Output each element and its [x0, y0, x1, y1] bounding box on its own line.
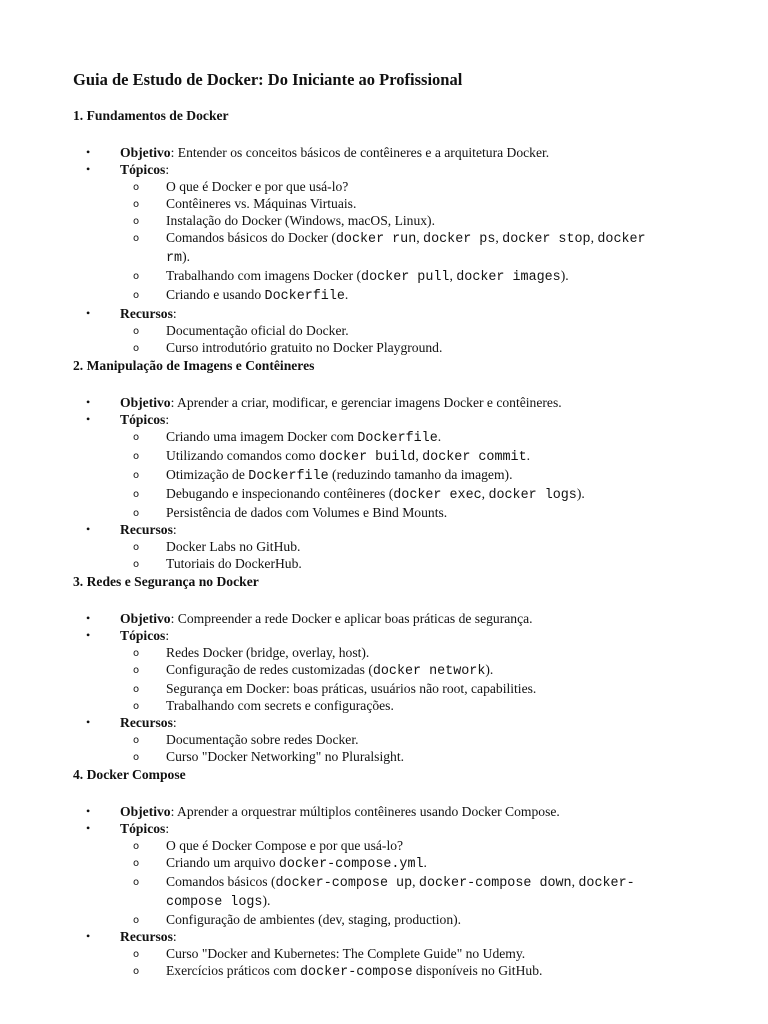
circle-bullet: o — [133, 508, 140, 519]
text-run: Debugando e inspecionando contêineres ( — [166, 486, 394, 501]
text-run: Configuração de ambientes (dev, staging, production). — [166, 912, 462, 927]
topic-item — [0, 680, 666, 697]
circle-bullet: o — [133, 271, 140, 282]
objective-text: : Entender os conceitos básicos de contêineres e a arquitetura Docker. — [170, 145, 550, 160]
circle-bullet: o — [133, 752, 140, 763]
resources-item: • Recursos: — [86, 306, 177, 321]
text-run: Curso "Docker and Kubernetes: The Complete Guide" no Udemy. — [166, 946, 526, 961]
text-run: Otimização de — [166, 467, 249, 482]
inline-code: docker commit — [422, 450, 527, 465]
topic-item — [0, 447, 666, 466]
text-run: Exercícios práticos com — [166, 963, 300, 978]
circle-bullet: o — [133, 858, 140, 869]
text-run: , — [412, 874, 419, 889]
circle-bullet: o — [133, 684, 140, 695]
section-heading: 1. Fundamentos de Docker — [73, 108, 229, 123]
inline-code: docker-compose up — [275, 876, 413, 891]
text-run: (reduzindo tamanho da imagem). — [328, 467, 513, 482]
text-run: Segurança em Docker: boas práticas, usuários não root, capabilities. — [166, 681, 537, 696]
text-run: Redes Docker (bridge, overlay, host). — [166, 645, 370, 660]
section-heading: 4. Docker Compose — [73, 767, 186, 782]
topic-item — [0, 504, 666, 521]
text-run: Documentação sobre redes Docker. — [166, 732, 359, 747]
topic-item — [0, 212, 666, 229]
text-run: Persistência de dados com Volumes e Bind Mounts. — [166, 505, 448, 520]
text-run: ). — [560, 268, 569, 283]
inline-code: Dockerfile — [264, 289, 345, 304]
text-run: , — [449, 268, 457, 283]
text-run: disponíveis no GitHub. — [412, 963, 543, 978]
text-run: O que é Docker e por que usá-lo? — [166, 179, 349, 194]
inline-code: docker-compose down — [418, 876, 572, 891]
text-run: Instalação do Docker (Windows, macOS, Linux). — [166, 213, 435, 228]
circle-bullet: o — [133, 949, 140, 960]
circle-bullet: o — [133, 470, 140, 481]
text-run: Curso introdutório gratuito no Docker Playground. — [166, 340, 443, 355]
label-objective: Objetivo — [120, 611, 171, 626]
bullet-list — [0, 803, 768, 981]
circle-bullet: o — [133, 451, 140, 462]
inline-code: docker network — [372, 664, 486, 679]
inline-code: docker-compose — [300, 965, 413, 980]
objective-item — [0, 394, 768, 411]
resource-item — [0, 555, 666, 572]
circle-bullet: o — [133, 841, 140, 852]
topic-item — [0, 195, 666, 212]
resources-item: • Recursos: — [86, 715, 177, 730]
section-1 — [0, 106, 768, 356]
text-run: ). — [262, 893, 271, 908]
inline-code: Dockerfile — [248, 469, 329, 484]
topic-item — [0, 911, 666, 928]
inline-code: docker-compose.yml — [278, 857, 424, 872]
topic-item — [0, 286, 666, 305]
inline-code: docker-compose logs — [166, 876, 635, 910]
bullet-marker: • — [86, 804, 91, 818]
objective-item — [0, 144, 768, 161]
text-run: . — [526, 448, 531, 463]
circle-bullet: o — [133, 966, 140, 977]
text-run: . — [344, 287, 349, 302]
text-run: Contêineres vs. Máquinas Virtuais. — [166, 196, 357, 211]
topic-item — [0, 873, 666, 911]
objective-text: : Aprender a orquestrar múltiplos contêineres usando Docker Compose. — [170, 804, 560, 819]
bullet-marker: • — [86, 821, 91, 835]
circle-bullet: o — [133, 915, 140, 926]
text-run: , — [495, 230, 503, 245]
topic-item — [0, 466, 666, 485]
circle-bullet: o — [133, 648, 140, 659]
topic-item — [0, 229, 666, 267]
objective-text: : Aprender a criar, modificar, e gerenciar imagens Docker e contêineres. — [170, 395, 562, 410]
resource-item — [0, 731, 666, 748]
topic-item — [0, 485, 666, 504]
text-run: , — [481, 486, 489, 501]
bullet-marker: • — [86, 306, 91, 320]
resource-item — [0, 339, 666, 356]
text-run: , — [415, 448, 423, 463]
circle-bullet: o — [133, 216, 140, 227]
label-objective: Objetivo — [120, 145, 171, 160]
inline-code: docker run — [335, 232, 417, 247]
text-run: Criando um arquivo — [166, 855, 279, 870]
text-run: ). — [576, 486, 585, 501]
circle-bullet: o — [133, 432, 140, 443]
label-topics: Tópicos — [120, 628, 166, 643]
section-4 — [0, 765, 768, 981]
resource-item — [0, 322, 666, 339]
bullet-list — [0, 144, 768, 356]
label-objective: Objetivo — [120, 804, 171, 819]
inline-code: docker rm — [166, 232, 646, 266]
label-objective: Objetivo — [120, 395, 171, 410]
bullet-marker: • — [86, 929, 91, 943]
text-run: ). — [182, 249, 191, 264]
objective-item — [0, 803, 768, 820]
topic-item — [0, 178, 666, 195]
resource-item — [0, 748, 666, 765]
topic-item — [0, 854, 666, 873]
circle-bullet: o — [133, 559, 140, 570]
label-resources: Recursos — [120, 522, 173, 537]
text-run: Criando uma imagem Docker com — [166, 429, 358, 444]
topics-item: • Tópicos: — [86, 821, 170, 836]
inline-code: docker exec — [393, 488, 482, 503]
label-topics: Tópicos — [120, 412, 166, 427]
inline-code: docker images — [456, 270, 561, 285]
circle-bullet: o — [133, 542, 140, 553]
text-run: Docker Labs no GitHub. — [166, 539, 301, 554]
text-run: Criando e usando — [166, 287, 265, 302]
inline-code: docker stop — [502, 232, 591, 247]
bullet-list — [0, 610, 768, 765]
label-resources: Recursos — [120, 306, 173, 321]
objective-item — [0, 610, 768, 627]
text-run: Curso "Docker Networking" no Pluralsight. — [166, 749, 405, 764]
bullet-list — [0, 394, 768, 572]
topic-item — [0, 644, 666, 661]
inline-code: Dockerfile — [357, 431, 438, 446]
resources-item: • Recursos: — [86, 929, 177, 944]
text-run: Tutoriais do DockerHub. — [166, 556, 302, 571]
section-2 — [0, 356, 768, 572]
resource-item — [0, 945, 666, 962]
circle-bullet: o — [133, 701, 140, 712]
topic-item — [0, 267, 666, 286]
circle-bullet: o — [133, 877, 140, 888]
topics-item: • Tópicos: — [86, 162, 170, 177]
text-run: , — [590, 230, 598, 245]
section-heading: 3. Redes e Segurança no Docker — [73, 574, 259, 589]
text-run: ). — [485, 662, 494, 677]
circle-bullet: o — [133, 182, 140, 193]
circle-bullet: o — [133, 735, 140, 746]
circle-bullet: o — [133, 326, 140, 337]
inline-code: docker build — [318, 450, 416, 465]
text-run: Configuração de redes customizadas ( — [166, 662, 373, 677]
bullet-marker: • — [86, 145, 91, 159]
section-heading: 2. Manipulação de Imagens e Contêineres — [73, 358, 315, 373]
text-run: O que é Docker Compose e por que usá-lo? — [166, 838, 404, 853]
resource-item — [0, 962, 666, 981]
circle-bullet: o — [133, 489, 140, 500]
document-body — [0, 106, 768, 981]
topic-item — [0, 837, 666, 854]
text-run: , — [416, 230, 424, 245]
objective-text: : Compreender a rede Docker e aplicar boas práticas de segurança. — [170, 611, 533, 626]
label-topics: Tópicos — [120, 162, 166, 177]
bullet-marker: • — [86, 628, 91, 642]
circle-bullet: o — [133, 343, 140, 354]
inline-code: docker pull — [361, 270, 450, 285]
text-run: Documentação oficial do Docker. — [166, 323, 349, 338]
topics-item: • Tópicos: — [86, 412, 170, 427]
inline-code: docker ps — [423, 232, 496, 247]
label-topics: Tópicos — [120, 821, 166, 836]
document-title: Guia de Estudo de Docker: Do Iniciante ao Profissional — [73, 70, 463, 89]
circle-bullet: o — [133, 233, 140, 244]
bullet-marker: • — [86, 611, 91, 625]
circle-bullet: o — [133, 290, 140, 301]
topic-item — [0, 428, 666, 447]
bullet-marker: • — [86, 395, 91, 409]
topics-item: • Tópicos: — [86, 628, 170, 643]
resource-item — [0, 538, 666, 555]
label-resources: Recursos — [120, 715, 173, 730]
section-3 — [0, 572, 768, 765]
text-run: , — [571, 874, 579, 889]
bullet-marker: • — [86, 162, 91, 176]
resources-item: • Recursos: — [86, 522, 177, 537]
text-run: Trabalhando com secrets e configurações. — [166, 698, 394, 713]
text-run: Comandos básicos do Docker ( — [166, 230, 336, 245]
text-run: Comandos básicos ( — [166, 874, 276, 889]
bullet-marker: • — [86, 412, 91, 426]
bullet-marker: • — [86, 715, 91, 729]
text-run: Utilizando comandos como — [166, 448, 319, 463]
topic-item — [0, 697, 666, 714]
text-run: Trabalhando com imagens Docker ( — [166, 268, 362, 283]
circle-bullet: o — [133, 199, 140, 210]
text-run: . — [437, 429, 442, 444]
text-run: . — [423, 855, 427, 870]
inline-code: docker logs — [488, 488, 577, 503]
circle-bullet: o — [133, 665, 140, 676]
topic-item — [0, 661, 666, 680]
bullet-marker: • — [86, 522, 91, 536]
label-resources: Recursos — [120, 929, 173, 944]
